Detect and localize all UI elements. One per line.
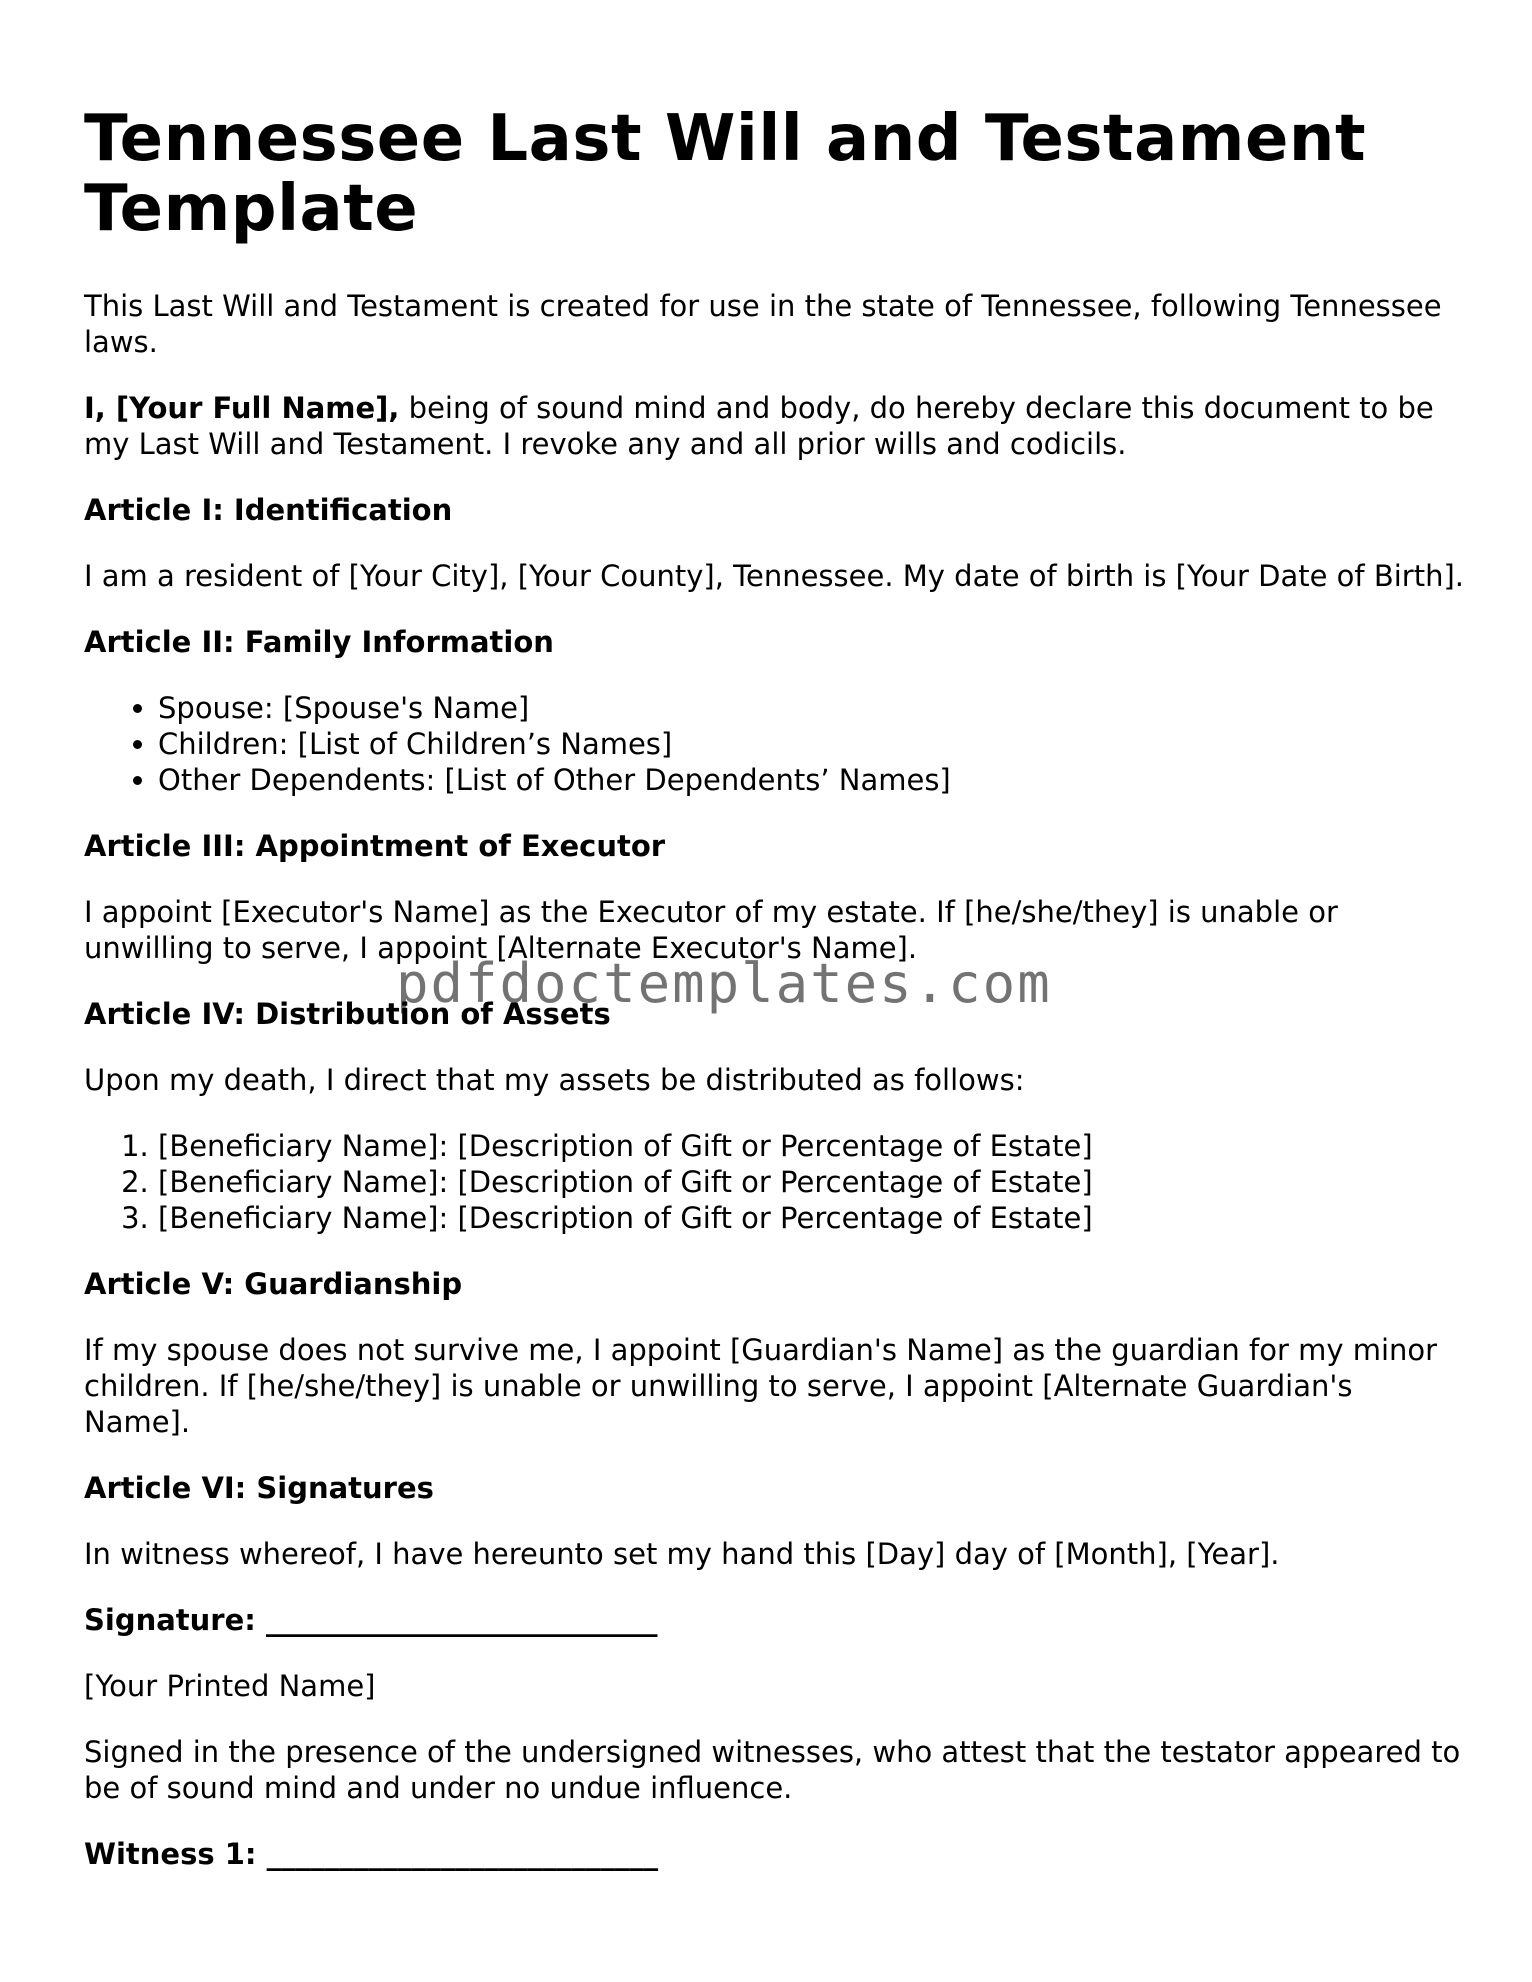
witness-statement: Signed in the presence of the undersigned witnesses, who attest that the testator appeared to be of sound mind and under no undue influence. (84, 1735, 1461, 1805)
beneficiary-list (84, 1128, 1464, 1236)
list-item: 1. [Beneficiary Name]: [Description of Gift or Percentage of Estate] (158, 1128, 1464, 1164)
list-item: • Spouse: [Spouse's Name] (158, 690, 1464, 726)
article-3-text: I appoint [Executor's Name] as the Executor of my estate. If [he/she/they] is unable or unwilling to serve, I appoint [Alternate Executor's Name]. (84, 895, 1338, 965)
article-6-text: In witness whereof, I have hereunto set my hand this [Day] day of [Month], [Year]. (84, 1537, 1280, 1571)
article-4-heading: Article IV: Distribution of Assets (84, 997, 611, 1031)
declaration-text: being of sound mind and body, do hereby declare this document to be my Last Will and Testament. I revoke any and all prior wills and codicils. (84, 391, 1434, 461)
article-4-text: Upon my death, I direct that my assets be distributed as follows: (84, 1063, 1025, 1097)
article-3-heading: Article III: Appointment of Executor (84, 829, 666, 863)
printed-name: [Your Printed Name] (84, 1669, 376, 1703)
document-title: Tennessee Last Will and Testament Template (84, 102, 1367, 246)
article-5-heading: Article V: Guardianship (84, 1267, 463, 1301)
article-1-text: I am a resident of [Your City], [Your County], Tennessee. My date of birth is [Your Date of Birth]. (84, 559, 1464, 593)
list-item: 3. [Beneficiary Name]: [Description of Gift or Percentage of Estate] (158, 1200, 1464, 1236)
list-item: 2. [Beneficiary Name]: [Description of Gift or Percentage of Estate] (158, 1164, 1464, 1200)
article-2-heading: Article II: Family Information (84, 625, 554, 659)
list-item: • Children: [List of Children’s Names] (158, 726, 1464, 762)
list-item: • Other Dependents: [List of Other Dependents’ Names] (158, 762, 1464, 798)
document-page (84, 104, 1464, 1902)
declaration-name: I, [Your Full Name], (84, 391, 400, 425)
family-list (84, 690, 1464, 798)
watermark-text: pdfdoctemplates.com (396, 952, 1052, 1015)
declaration-paragraph (84, 390, 1464, 462)
article-6-heading: Article VI: Signatures (84, 1471, 434, 1505)
intro-paragraph: This Last Will and Testament is created for use in the state of Tennessee, following Tennessee laws. (84, 289, 1442, 359)
article-5-text: If my spouse does not survive me, I appoint [Guardian's Name] as the guardian for my minor children. If [he/she/they] is unable or unwilling to serve, I appoint [Alternate Guardian's Name]. (84, 1333, 1438, 1439)
witness-1-line: Witness 1: ___________________________ (84, 1837, 659, 1871)
article-1-heading: Article I: Identification (84, 493, 453, 527)
signature-line: Signature: ___________________________ (84, 1603, 658, 1637)
